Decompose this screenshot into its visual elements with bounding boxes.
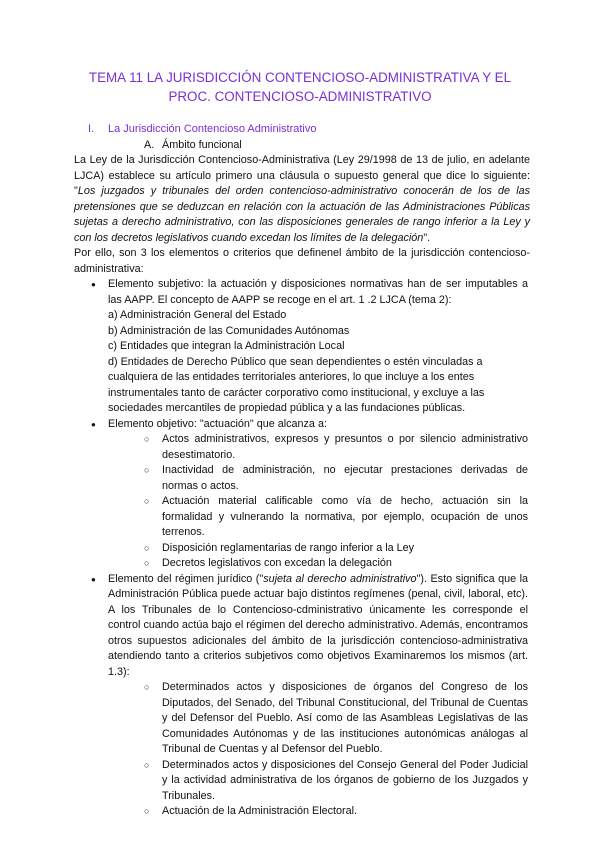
- subjective-item: b) Administración de las Comunidades Autónomas: [108, 324, 350, 337]
- page-title: [60, 68, 540, 106]
- section-heading: [88, 122, 528, 138]
- intro-text: La Ley de la Jurisdicción Contencioso-Administrativa (Ley 29/1998 de 13 de julio, en adelante LJCA) establece su artículo primero una cláusula o supuesto general que dice lo siguiente: ": [74, 154, 530, 197]
- regime-sublist: [108, 680, 528, 820]
- regime-item: ○ Determinados actos y disposiciones del Consejo General del Poder Judicial y la actividad administrativa de los órganos de gobierno de los Juzgados y Tribunales.: [144, 758, 528, 805]
- subjective-item: c) Entidades que integran la Administración Local: [108, 340, 345, 352]
- title-line-1: TEMA 11 LA JURISDICCIÓN CONTENCIOSO-ADMINISTRATIVA Y EL: [88, 70, 512, 85]
- subsection-title: Ámbito funcional: [162, 138, 242, 151]
- objective-item: ○ Actos administrativos, expresos y presuntos o por silencio administrativo desestimatorio.: [144, 432, 528, 463]
- objective-text: ● Elemento objetivo: "actuación" que alcanza a:: [108, 417, 327, 430]
- regime-item: ○ Actuación de la Administración Electoral.: [144, 804, 528, 820]
- subsection-heading: [88, 138, 528, 154]
- regime-text-start: Elemento del régimen jurídico (": [108, 572, 264, 585]
- document-body: [74, 122, 530, 820]
- subjective-element: [88, 277, 528, 417]
- regime-text-end: "). Esto significa que la Administración Pública puede actuar bajo distintos regímenes (penal, civil, laboral, etc). A los Tribunales de lo Contencioso-cdministrativo únicamente les corresponde el control cuando actúa bajo el régimen del derecho administrativo. Además, encontramos otros supuestos adicionales del ámbito de la jurisdicción contencioso-administrativa atendiendo tanto a criterios subjetivos como objetivos Examinaremos los mismos (art. 1.3):: [108, 572, 528, 678]
- regime-text-italic: sujeta al derecho administrativo: [263, 572, 417, 585]
- title-line-2: PROC. CONTENCIOSO-ADMINISTRATIVO: [168, 89, 432, 104]
- objective-item: ○ Actuación material calificable como vía de hecho, actuación sin la formalidad y vulnerando la normativa, por ejemplo, ocupación de unos terrenos.: [144, 494, 528, 541]
- intro-quote-end: ".: [423, 231, 431, 244]
- section-title: La Jurisdicción Contencioso Administrativo: [108, 123, 317, 135]
- criteria-intro: Por ello, son 3 los elementos o criterios que definenel ámbito de la jurisdicción contencioso-administrativa:: [74, 247, 530, 275]
- regime-element: [88, 572, 528, 820]
- objective-item: ○ Disposición reglamentarias de rango inferior a la Ley: [144, 541, 528, 557]
- objective-item: ○ Inactividad de administración, no ejecutar prestaciones derivadas de normas o actos.: [144, 463, 528, 494]
- section-number: I.: [88, 123, 95, 135]
- objective-item: ○ Decretos legislativos con excedan la delegación: [144, 556, 528, 572]
- subjective-text: ● Elemento subjetivo: la actuación y disposiciones normativas han de ser imputables a las AAPP. El concepto de AAPP se recoge en el art. 1 .2 LJCA (tema 2):: [108, 278, 528, 306]
- objective-element: [88, 417, 528, 572]
- intro-quote: Los juzgados y tribunales del orden contencioso-administrativo conocerán de los de las pretensiones que se deduzcan en relación con la actuación de las Administraciones Públicas sujetas a derecho administrativo, con las disposiciones generales de rango inferior a la Ley y con los decretos legislativos cuando excedan los límites de la delegación: [74, 185, 530, 244]
- subsection-letter: A.: [144, 138, 155, 151]
- subjective-item: d) Entidades de Derecho Público que sean dependientes o estén vinculadas a cualquiera de las entidades territoriales anteriores, lo que incluye a los entes instrumentales tanto de carácter corporativo como institucional, y excluye a las sociedades mercantiles de propiedad pública y a las fundaciones públicas.: [108, 355, 485, 414]
- intro-paragraph: [74, 153, 530, 246]
- criteria-list: [88, 277, 528, 820]
- objective-sublist: [108, 432, 528, 572]
- regime-item: ○ Determinados actos y disposiciones de órganos del Congreso de los Diputados, del Senado, del Tribunal Constitucional, del Tribunal de Cuentas y del Defensor del Pueblo. Así como de las Asambleas Legislativas de las Comunidades Autónomas y de las instituciones autonómicas análogas al Tribunal de Cuentas y al Defensor del Pueblo.: [144, 680, 528, 758]
- subjective-item: a) Administración General del Estado: [108, 309, 287, 321]
- regime-text: [108, 572, 528, 681]
